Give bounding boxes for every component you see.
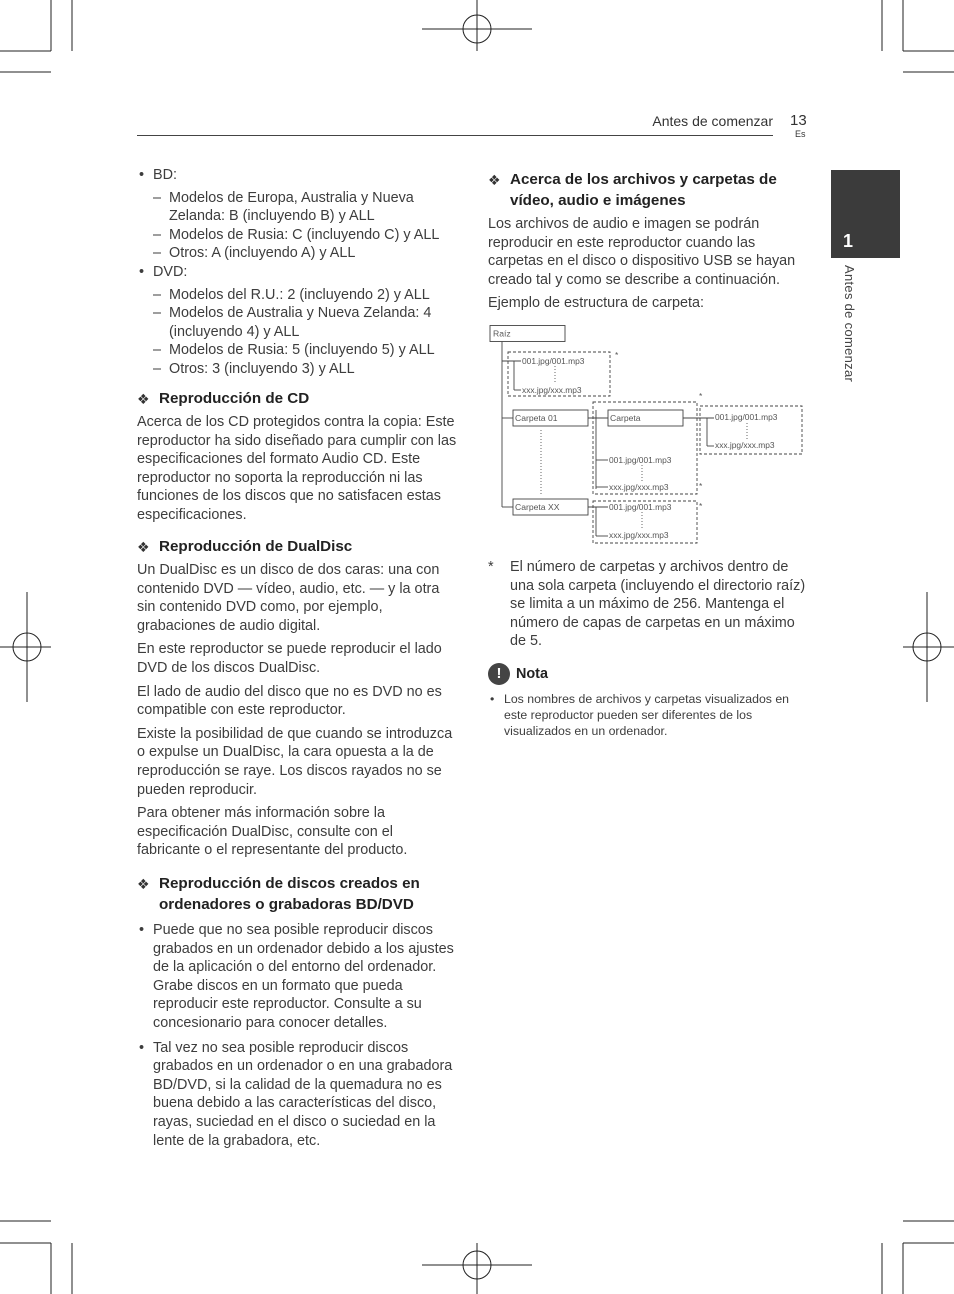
files-paragraph: Los archivos de audio e imagen se podrán reproducir en este reproductor cuando las carpetas en el disco o dispositivo USB se hayan creado tal y como se describe a continuación. xyxy=(488,216,796,288)
section-heading-dualdisc: ❖ Reproducción de DualDisc xyxy=(137,537,457,558)
file-label: xxx.jpg/xxx.mp3 xyxy=(715,440,775,450)
file-label: 001.jpg/001.mp3 xyxy=(609,455,672,465)
dvd-region-list xyxy=(137,286,457,379)
file-label: 001.jpg/001.mp3 xyxy=(609,502,672,512)
note-heading xyxy=(488,663,810,685)
dualdisc-paragraph: El lado de audio del disco que no es DVD no es compatible con este reproductor. xyxy=(137,683,442,719)
chapter-tab xyxy=(831,170,900,258)
file-label: xxx.jpg/xxx.mp3 xyxy=(609,530,669,540)
dualdisc-paragraph: Un DualDisc es un disco de dos caras: una con contenido DVD — vídeo, audio, etc. — y la otra sin contenido DVD como, por ejemplo, grabaciones de audio digital. xyxy=(137,562,440,634)
folder-01-label: Carpeta 01 xyxy=(515,413,558,423)
dualdisc-paragraph: Existe la posibilidad de que cuando se introduzca o expulse un DualDisc, la cara opuesta a la de reproducción se raye. Los discos rayados no se pueden reproducir. xyxy=(137,725,453,798)
list-item: – Modelos de Rusia: 5 (incluyendo 5) y ALL xyxy=(153,341,457,360)
root-label: Raíz xyxy=(493,328,511,339)
dualdisc-paragraph: En este reproductor se puede reproducir el lado DVD de los discos DualDisc. xyxy=(137,641,442,677)
file-label: 001.jpg/001.mp3 xyxy=(522,356,585,366)
footnote-asterisk: * xyxy=(488,559,494,575)
file-label: xxx.jpg/xxx.mp3 xyxy=(522,385,582,395)
right-column xyxy=(488,170,810,318)
exclamation-icon: ! xyxy=(488,663,510,685)
list-item: – Otros: A (incluyendo A) y ALL xyxy=(153,244,457,263)
diamond-bullet-icon: ❖ xyxy=(488,172,501,188)
language-code: Es xyxy=(795,129,806,139)
cd-paragraph: Acerca de los CD protegidos contra la copia: Este reproductor ha sido diseñado para cumplir con las especificaciones del formato Audio CD. Este reproductor no soporta la reproducción ni las funciones de los discos que no satisfacen estas especificaciones. xyxy=(137,414,457,523)
dvd-label: DVD: xyxy=(153,263,188,280)
bd-label: BD: xyxy=(153,167,177,183)
diamond-bullet-icon: ❖ xyxy=(137,876,150,892)
folder-xx-label: Carpeta XX xyxy=(515,502,560,512)
asterisk-mark: * xyxy=(699,501,703,511)
list-item: – Modelos de Rusia: C (incluyendo C) y ALL xyxy=(153,226,457,245)
diamond-bullet-icon: ❖ xyxy=(137,538,150,555)
list-item: – Modelos de Australia y Nueva Zelanda: 4 (incluyendo 4) y ALL xyxy=(153,304,457,341)
list-item: – Modelos de Europa, Australia y Nueva Zelanda: B (incluyendo B) y ALL xyxy=(153,189,457,226)
asterisk-mark: * xyxy=(699,481,703,491)
example-label: Ejemplo de estructura de carpeta: xyxy=(488,295,704,312)
file-label: 001.jpg/001.mp3 xyxy=(715,412,778,422)
list-item: – Otros: 3 (incluyendo 3) y ALL xyxy=(153,360,457,379)
subfolder-label: Carpeta xyxy=(610,413,641,423)
file-label: xxx.jpg/xxx.mp3 xyxy=(609,482,669,492)
diamond-bullet-icon: ❖ xyxy=(137,390,150,407)
folder-structure-diagram xyxy=(488,324,808,549)
bd-region-list xyxy=(137,189,457,263)
list-item: • Los nombres de archivos y carpetas visualizados en este reproductor pueden ser diferentes de los visualizados en un ordenador. xyxy=(488,691,810,739)
left-column xyxy=(137,166,457,1155)
section-heading-cd: ❖ Reproducción de CD xyxy=(137,389,457,410)
asterisk-mark: * xyxy=(615,350,619,360)
dvd-region-item xyxy=(137,263,457,282)
right-column-notes xyxy=(488,552,810,739)
page-number: 13 xyxy=(790,112,807,129)
list-item: – Modelos del R.U.: 2 (incluyendo 2) y ALL xyxy=(153,286,457,305)
note-list xyxy=(488,691,810,739)
bd-region-item xyxy=(137,166,457,185)
section-heading-pc-discs: ❖ Reproducción de discos creados en ordenadores o grabadoras BD/DVD xyxy=(137,875,420,913)
section-heading-files: ❖ Acerca de los archivos y carpetas de vídeo, audio e imágenes xyxy=(488,171,777,209)
note-title: Nota xyxy=(516,665,548,682)
footnote-text: El número de carpetas y archivos dentro de una sola carpeta (incluyendo el directorio raíz) se limita a un máximo de 256. Mantenga el número de capas de carpetas en un máximo de 5. xyxy=(510,559,806,650)
asterisk-mark: * xyxy=(699,391,703,401)
list-item: • Puede que no sea posible reproducir discos grabados en un ordenador debido a los ajustes de la aplicación o del entorno del ordenador. Grabe discos en un formato que pueda reproducir este reproductor. Consulte a su concesionario para conocer detalles. xyxy=(137,921,457,1033)
running-header: Antes de comenzar xyxy=(652,113,773,129)
chapter-number: 1 xyxy=(843,231,854,251)
header-rule xyxy=(137,135,773,136)
dualdisc-paragraph: Para obtener más información sobre la especificación DualDisc, consulte con el fabricante o el representante del producto. xyxy=(137,805,408,859)
folder-01-contents-group xyxy=(593,402,697,494)
footnote xyxy=(488,558,810,651)
pc-discs-list xyxy=(137,921,457,1150)
chapter-label: Antes de comenzar xyxy=(842,265,857,383)
list-item: • Tal vez no sea posible reproducir discos grabados en un ordenador o en una grabadora BD/DVD, si la calidad de la quemadura no es buena debido a las características del disco, rayas, suciedad en el disco o suciedad en la lente de la grabadora, etc. xyxy=(137,1039,457,1151)
